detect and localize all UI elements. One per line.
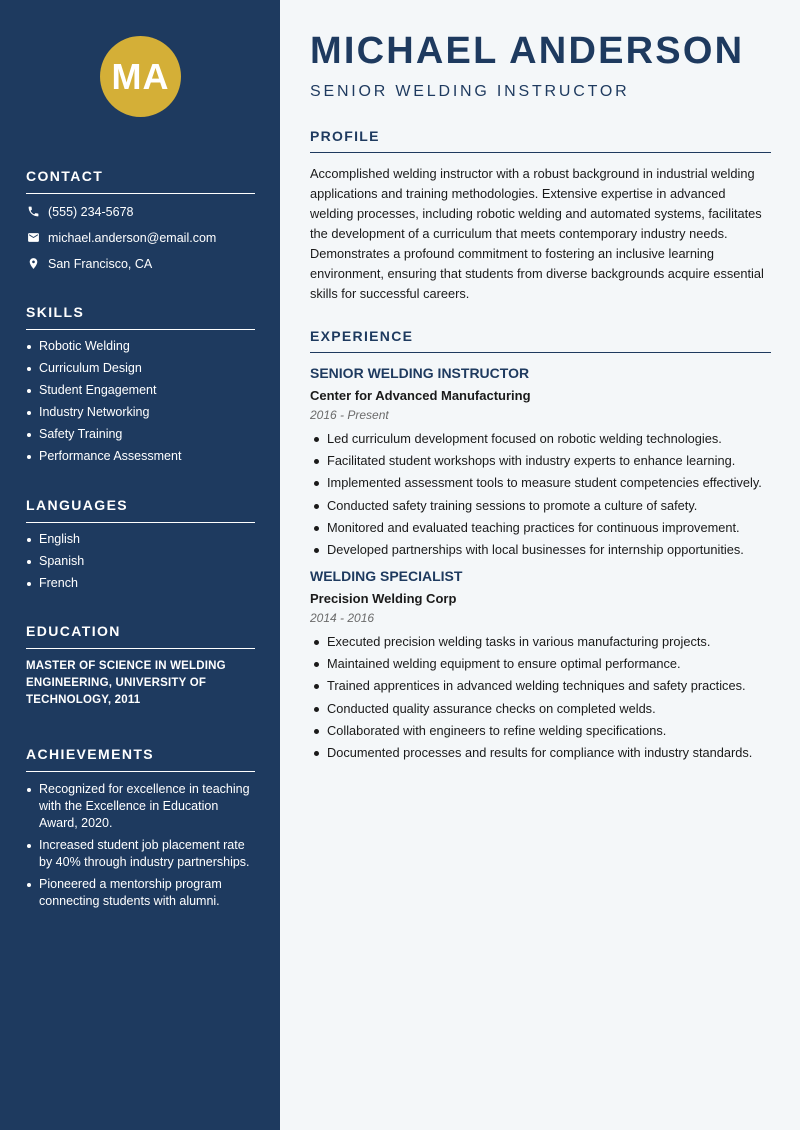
list-item: Industry Networking (26, 405, 255, 420)
list-item: Documented processes and results for compliance with industry standards. (310, 745, 771, 761)
skills-list (26, 339, 255, 464)
job-bullets (310, 431, 771, 558)
languages-section (26, 497, 255, 598)
experience-heading: EXPERIENCE (310, 328, 771, 353)
education-section (26, 623, 255, 709)
achievements-list (26, 781, 255, 910)
job-dates: 2014 - 2016 (310, 610, 375, 625)
list-item: Performance Assessment (26, 449, 255, 464)
list-item: Monitored and evaluated teaching practices for continuous improvement. (310, 520, 771, 536)
job-role: WELDING SPECIALIST (310, 567, 463, 584)
list-item: French (26, 576, 255, 591)
profile-text: Accomplished welding instructor with a robust background in industrial welding applications and training methodologies. Extensive expertise in advanced welding processes, including robotic welding and automated systems, facilitates the development of a curriculum that meets contemporary industry needs. Demonstrates a profound commitment to fostering an inclusive learning environment, ensuring that students from diverse backgrounds acquire essential skills for successful careers. (310, 166, 764, 301)
contact-section (26, 168, 255, 272)
contact-email (26, 229, 255, 246)
contact-heading: CONTACT (26, 168, 255, 194)
list-item: Robotic Welding (26, 339, 255, 354)
list-item: English (26, 532, 255, 547)
list-item: Maintained welding equipment to ensure optimal performance. (310, 656, 771, 672)
list-item: Trained apprentices in advanced welding techniques and safety practices. (310, 678, 771, 694)
experience-section (310, 328, 771, 767)
job-entry (310, 365, 771, 558)
languages-list (26, 532, 255, 591)
job-role: SENIOR WELDING INSTRUCTOR (310, 365, 530, 381)
list-item: Curriculum Design (26, 361, 255, 376)
list-item: Increased student job placement rate by 40% through industry partnerships. (26, 837, 255, 871)
list-item: Recognized for excellence in teaching with the Excellence in Education Award, 2020. (26, 781, 255, 832)
avatar: MA (100, 36, 181, 117)
languages-heading: LANGUAGES (26, 497, 255, 523)
job-entry (310, 568, 771, 761)
list-item: Conducted safety training sessions to promote a culture of safety. (310, 498, 771, 514)
skills-section (26, 304, 255, 471)
phone-text: (555) 234-5678 (48, 204, 134, 219)
person-title: SENIOR WELDING INSTRUCTOR (310, 83, 630, 100)
achievements-heading: ACHIEVEMENTS (26, 746, 255, 772)
email-text: michael.anderson@email.com (48, 230, 217, 245)
education-text: MASTER OF SCIENCE IN WELDING ENGINEERING, UNIVERSITY OF TECHNOLOGY, 2011 (26, 660, 226, 706)
skills-heading: SKILLS (26, 304, 255, 330)
education-heading: EDUCATION (26, 623, 255, 649)
list-item: Implemented assessment tools to measure student competencies effectively. (310, 475, 771, 491)
sidebar (0, 0, 280, 1130)
achievements-section (26, 746, 255, 915)
location-pin-icon (26, 257, 40, 271)
list-item: Safety Training (26, 427, 255, 442)
job-company: Center for Advanced Manufacturing (310, 388, 531, 403)
person-name: MICHAEL ANDERSON (310, 30, 745, 72)
contact-location (26, 255, 255, 272)
location-text: San Francisco, CA (48, 256, 153, 271)
list-item: Developed partnerships with local businesses for internship opportunities. (310, 542, 771, 558)
phone-icon (26, 205, 40, 219)
contact-phone (26, 203, 255, 220)
list-item: Collaborated with engineers to refine welding specifications. (310, 723, 771, 739)
list-item: Led curriculum development focused on robotic welding technologies. (310, 431, 771, 447)
profile-heading: PROFILE (310, 128, 771, 153)
job-dates: 2016 - Present (310, 408, 389, 422)
list-item: Spanish (26, 554, 255, 569)
profile-section (310, 128, 771, 304)
job-company: Precision Welding Corp (310, 590, 457, 606)
job-bullets (310, 634, 771, 761)
email-icon (26, 231, 40, 245)
list-item: Executed precision welding tasks in various manufacturing projects. (310, 634, 771, 650)
list-item: Pioneered a mentorship program connecting students with alumni. (26, 876, 255, 910)
list-item: Facilitated student workshops with industry experts to enhance learning. (310, 453, 771, 469)
list-item: Conducted quality assurance checks on completed welds. (310, 701, 771, 717)
list-item: Student Engagement (26, 383, 255, 398)
